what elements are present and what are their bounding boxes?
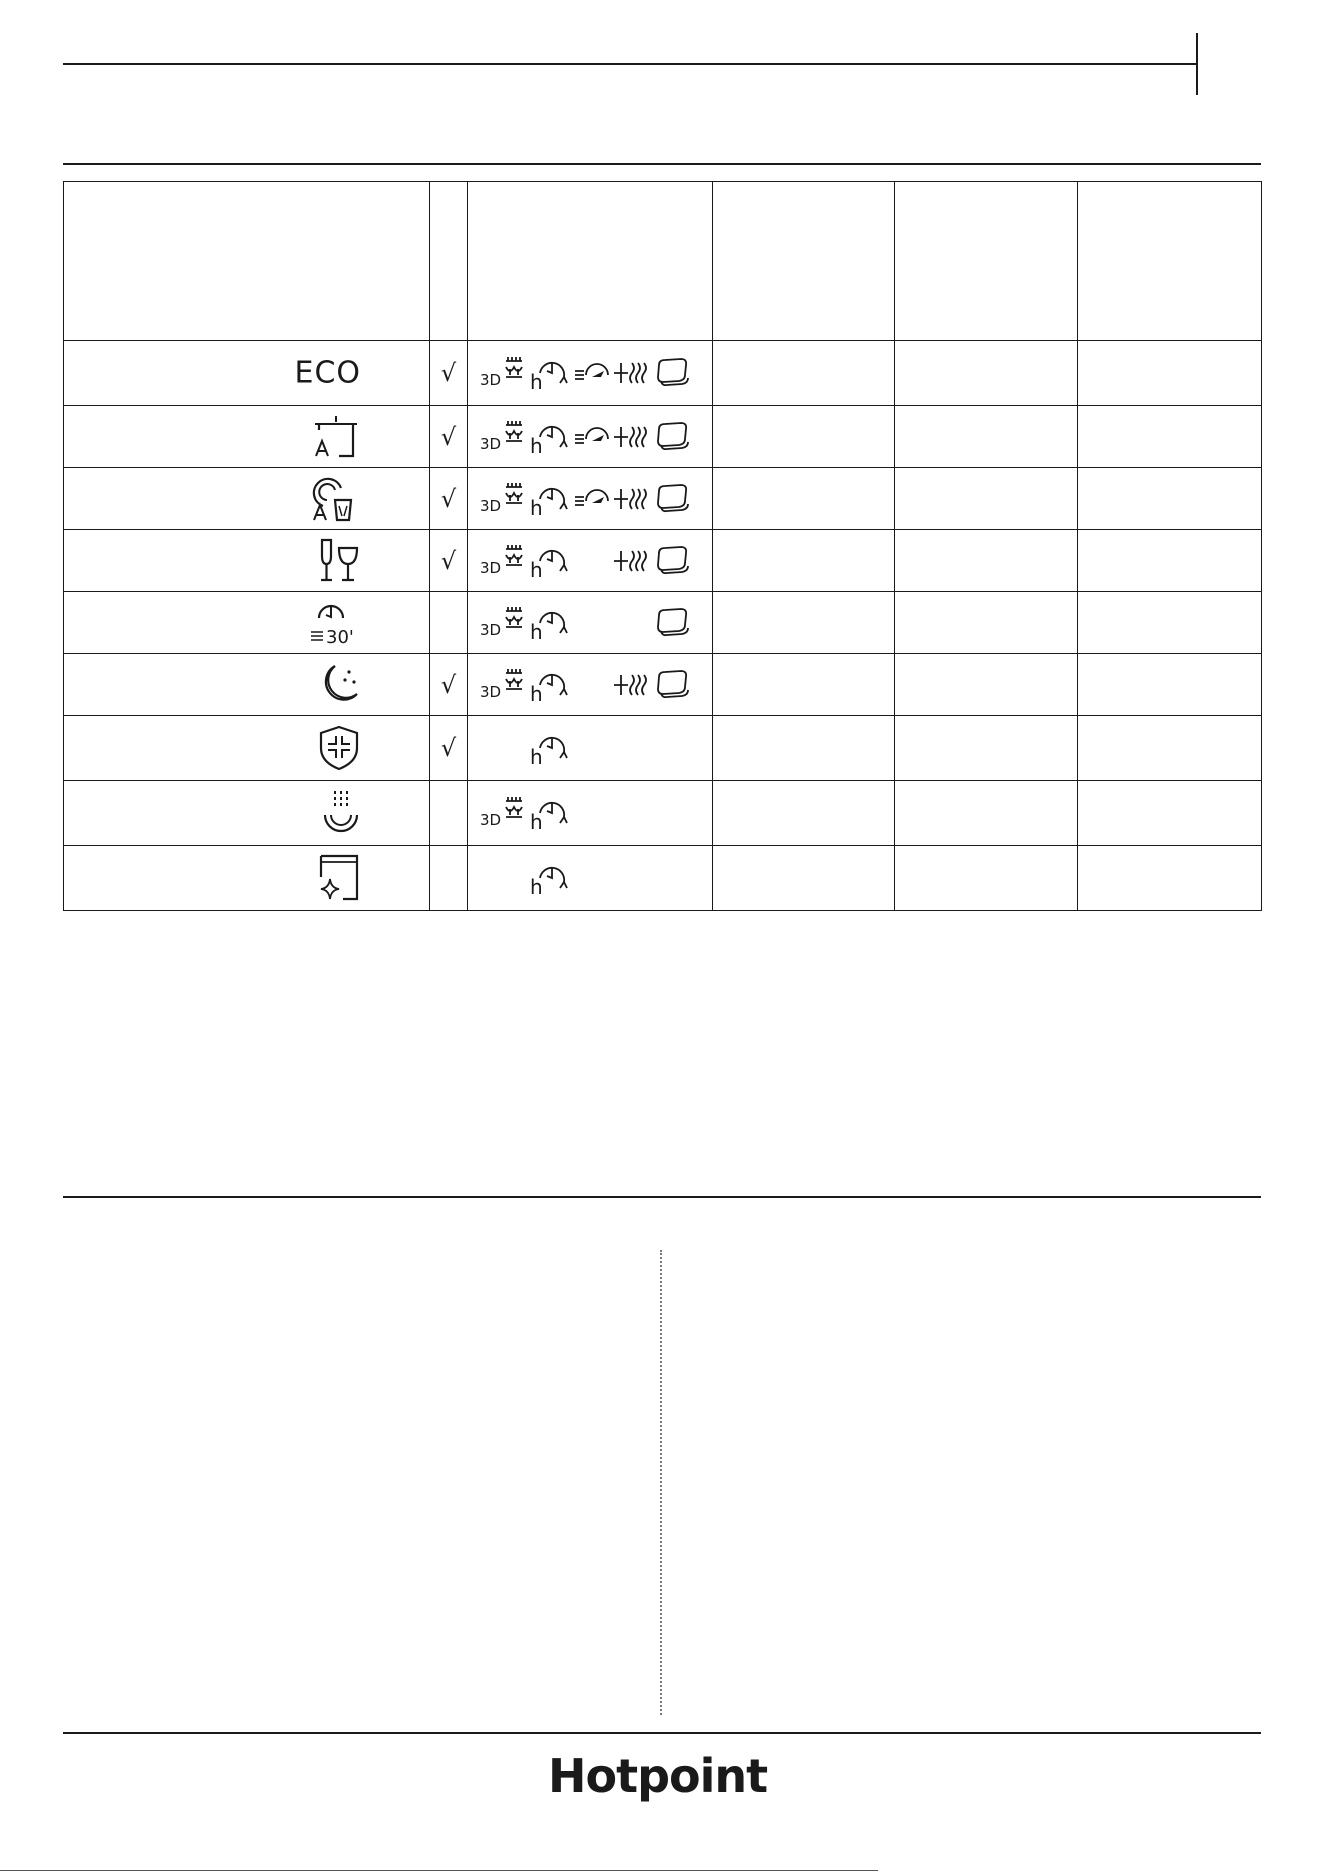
3d-zone-icon: [480, 669, 522, 701]
extra-dry-icon: [614, 551, 646, 571]
glass-care-icon: [317, 538, 361, 584]
tablet-icon: [658, 671, 688, 697]
tick-mark: √: [430, 716, 468, 781]
table-row: [64, 530, 1262, 592]
extra-dry-icon: [614, 427, 646, 447]
section-rule-bottom: [63, 1732, 1261, 1734]
options-cell: [468, 716, 713, 781]
3d-zone-icon: [480, 545, 522, 577]
3d-zone-icon: [480, 483, 522, 515]
extra-dry-icon: [614, 363, 646, 383]
table-row: [64, 781, 1262, 846]
options-cell: [468, 592, 713, 654]
svg-text:h: h: [530, 810, 543, 833]
footer-rule: [0, 1870, 878, 1871]
tablet-icon: [658, 423, 688, 449]
hotpoint-logo: [548, 1748, 778, 1804]
table-row: [64, 846, 1262, 911]
options-cell: [468, 468, 713, 530]
sanitize-icon: [317, 724, 361, 772]
svg-text:3D: 3D: [480, 496, 502, 515]
svg-text:3D: 3D: [480, 558, 502, 577]
svg-text:3D: 3D: [480, 371, 502, 389]
delay-start-icon: [530, 363, 567, 393]
self-clean-icon: [317, 853, 361, 903]
svg-text:3D: 3D: [480, 434, 502, 453]
prewash-icon: [321, 789, 361, 837]
tablet-icon: [658, 547, 688, 573]
3d-zone-icon: [480, 357, 522, 389]
table-row: [64, 406, 1262, 468]
delay-start-icon: [530, 738, 567, 768]
program-table: [63, 181, 1262, 911]
tablet-icon: [658, 485, 688, 511]
options-cell: [468, 846, 713, 911]
top-rule-tick: [1196, 33, 1198, 95]
header-program: [64, 182, 430, 341]
delay-start-icon: [530, 426, 567, 456]
section-rule-middle: [63, 1196, 1261, 1198]
svg-text:h: h: [530, 745, 543, 768]
svg-text:h: h: [530, 619, 543, 643]
eco-program-icon: ECO: [294, 355, 361, 391]
turbo-icon: [575, 364, 608, 379]
table-row: [64, 341, 1262, 406]
tick-mark: √: [430, 530, 468, 592]
header-col6: [1078, 182, 1262, 341]
tablet-icon: [658, 359, 688, 385]
svg-text:3D: 3D: [480, 620, 502, 639]
column-divider: [660, 1250, 662, 1715]
header-col5: [895, 182, 1078, 341]
delay-start-icon: [530, 803, 567, 833]
section-rule-top: [63, 163, 1261, 165]
tick-mark: [430, 592, 468, 654]
delay-start-icon: [530, 550, 567, 580]
3d-zone-icon: [480, 797, 522, 829]
extra-dry-icon: [614, 675, 646, 695]
svg-text:3D: 3D: [480, 811, 502, 829]
table-row: [64, 592, 1262, 654]
extra-dry-icon: [614, 489, 646, 509]
tick-mark: √: [430, 406, 468, 468]
delay-start-icon: [530, 674, 567, 704]
3d-zone-icon: [480, 607, 522, 639]
options-cell: [468, 781, 713, 846]
table-row: [64, 654, 1262, 716]
3d-zone-icon: [480, 421, 522, 453]
svg-text:h: h: [530, 557, 543, 581]
options-cell: [468, 406, 713, 468]
svg-text:h: h: [530, 433, 543, 457]
options-cell: [468, 341, 713, 406]
top-rule: [63, 63, 1198, 65]
svg-text:h: h: [530, 370, 543, 393]
tablet-icon: [658, 609, 688, 635]
table-header-row: [64, 182, 1262, 341]
turbo-icon: [575, 490, 608, 505]
table-row: [64, 468, 1262, 530]
svg-text:h: h: [530, 495, 543, 519]
header-options: [468, 182, 713, 341]
svg-text:h: h: [530, 875, 543, 898]
tick-mark: √: [430, 654, 468, 716]
delay-start-icon: [530, 612, 567, 642]
delay-start-icon: [530, 868, 567, 898]
delay-start-icon: [530, 488, 567, 518]
tick-mark: √: [430, 341, 468, 406]
tick-mark: √: [430, 468, 468, 530]
svg-text:30': 30': [326, 626, 354, 646]
table-row: [64, 716, 1262, 781]
options-cell: [468, 530, 713, 592]
tick-mark: [430, 846, 468, 911]
night-program-icon: [317, 662, 361, 708]
turbo-icon: [575, 428, 608, 443]
svg-text:h: h: [530, 681, 543, 705]
svg-text:Hotpoint: Hotpoint: [548, 1749, 768, 1803]
fast-30-icon: [309, 600, 361, 646]
auto-intensive-icon: [311, 414, 361, 460]
svg-text:3D: 3D: [480, 682, 502, 701]
header-tick: [430, 182, 468, 341]
tick-mark: [430, 781, 468, 846]
header-col4: [713, 182, 895, 341]
auto-daily-icon: [311, 476, 361, 522]
options-cell: [468, 654, 713, 716]
